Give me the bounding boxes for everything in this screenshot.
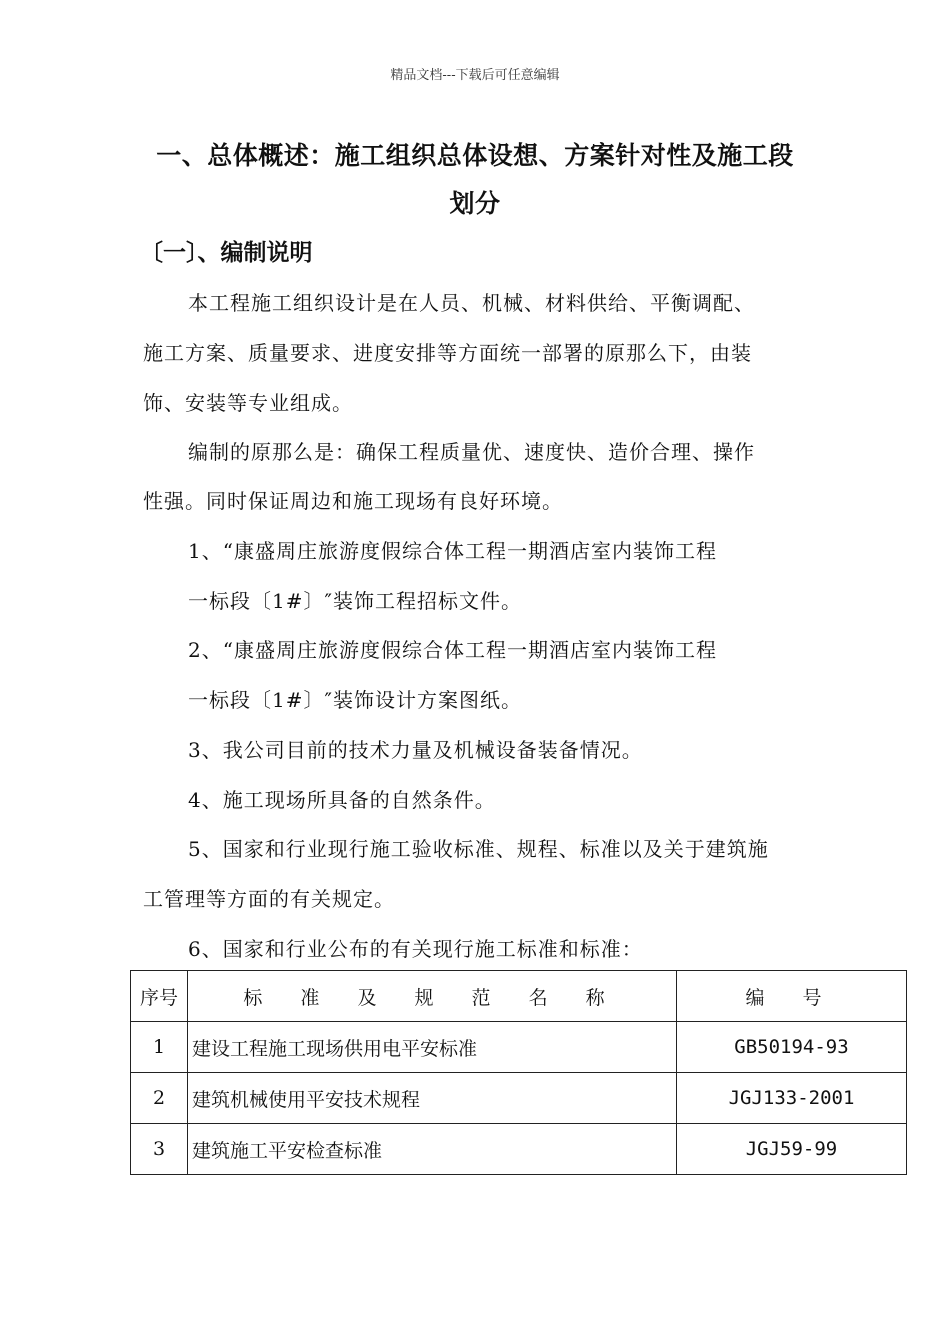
- standards-table: [130, 970, 907, 1175]
- document-title-line-1: 一、总体概述：施工组织总体设想、方案针对性及施工段: [156, 141, 794, 170]
- column-header-code: 编 号: [677, 971, 907, 1022]
- body-line: 5、国家和行业现行施工验收标准、规程、标准以及关于建筑施: [188, 837, 769, 861]
- row-number: 2: [131, 1073, 188, 1124]
- body-line: 一标段〔1#〕″装饰设计方案图纸。: [188, 688, 522, 712]
- document-title-line-2: 划分: [449, 189, 501, 218]
- standard-name: 建筑施工平安检查标准: [188, 1124, 677, 1175]
- table-row: [131, 1073, 907, 1124]
- body-line: 4、施工现场所具备的自然条件。: [188, 788, 496, 812]
- table-row: [131, 1022, 907, 1073]
- body-line: 施工方案、质量要求、进度安排等方面统一部署的原那么下，由装: [143, 341, 752, 365]
- column-header-name: 标 准 及 规 范 名 称: [188, 971, 677, 1022]
- body-line: 饰、安装等专业组成。: [143, 391, 353, 415]
- standard-code: JGJ59-99: [677, 1124, 907, 1175]
- column-header-number: 序号: [131, 971, 188, 1022]
- standard-name: 建筑机械使用平安技术规程: [188, 1073, 677, 1124]
- body-line: 6、国家和行业公布的有关现行施工标准和标准：: [188, 937, 643, 961]
- page-header: 精品文档---下载后可任意编辑: [390, 68, 560, 83]
- row-number: 1: [131, 1022, 188, 1073]
- body-line: 性强。同时保证周边和施工现场有良好环境。: [143, 489, 563, 513]
- body-line: 本工程施工组织设计是在人员、机械、材料供给、平衡调配、: [188, 291, 755, 315]
- body-line: 工管理等方面的有关规定。: [143, 887, 395, 911]
- body-line: 1、“康盛周庄旅游度假综合体工程一期酒店室内装饰工程: [188, 539, 717, 563]
- body-line: 3、我公司目前的技术力量及机械设备装备情况。: [188, 738, 643, 762]
- table-row: [131, 1124, 907, 1175]
- body-line: 编制的原那么是：确保工程质量优、速度快、造价合理、操作: [188, 440, 755, 464]
- section-heading: 〔一〕、编制说明: [140, 240, 313, 266]
- body-line: 2、“康盛周庄旅游度假综合体工程一期酒店室内装饰工程: [188, 638, 717, 662]
- row-number: 3: [131, 1124, 188, 1175]
- standard-code: GB50194-93: [677, 1022, 907, 1073]
- table-header-row: [131, 971, 907, 1022]
- standard-name: 建设工程施工现场供用电平安标准: [188, 1022, 677, 1073]
- body-line: 一标段〔1#〕″装饰工程招标文件。: [188, 589, 522, 613]
- standard-code: JGJ133-2001: [677, 1073, 907, 1124]
